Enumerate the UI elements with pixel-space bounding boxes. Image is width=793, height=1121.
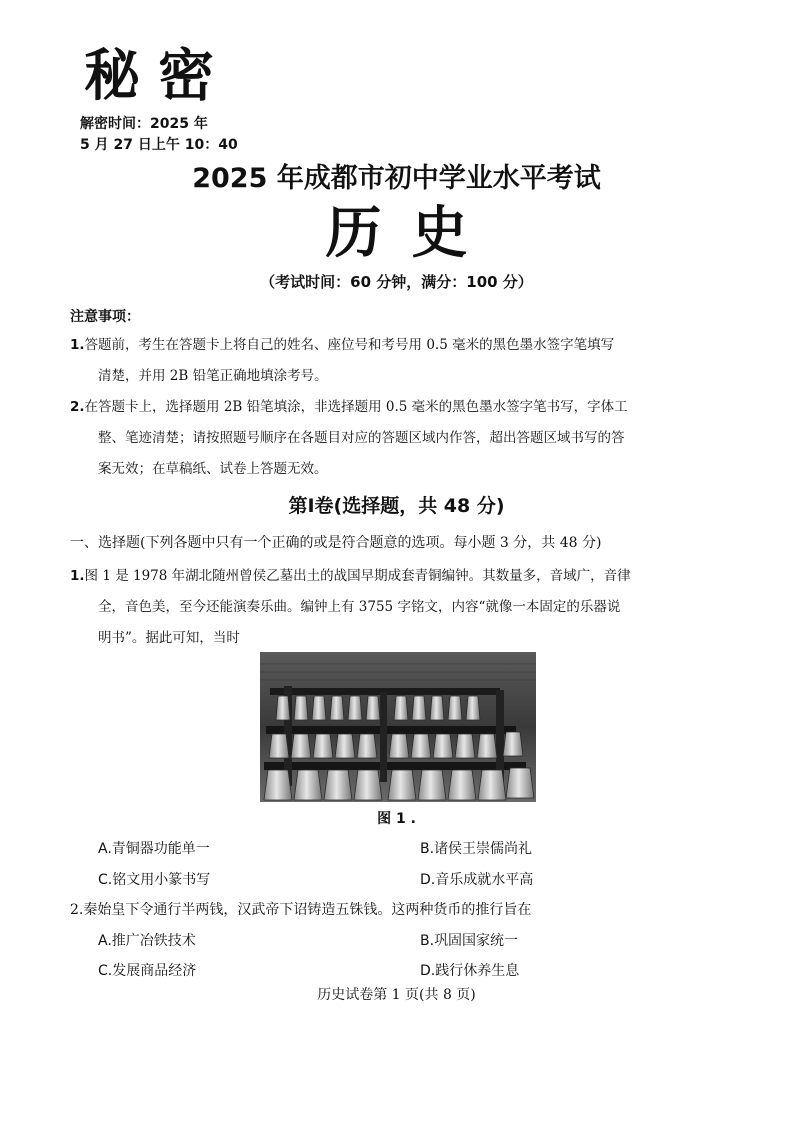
bronze-chime-bells-photo	[260, 652, 536, 802]
question-2	[70, 899, 531, 921]
note-item-2	[70, 392, 734, 485]
q2-option-c: C.发展商品经济	[98, 963, 197, 979]
question-1	[70, 561, 734, 654]
q1-option-c: C.铭文用小篆书写	[98, 872, 211, 888]
notes-heading: 注意事项：	[70, 309, 140, 325]
note-number: 1.	[70, 337, 85, 353]
page-footer: 历史试卷第 1 页(共 8 页)	[317, 987, 476, 1003]
question-text: 全，音色美，至今还能演奏乐曲。编钟上有 3755 字铭文，内容“就像一本固定的乐器说	[98, 599, 621, 615]
q2-option-d: D.践行休养生息	[420, 963, 520, 979]
note-text: 案无效；在草稿纸、试卷上答题无效。	[98, 461, 328, 477]
q1-option-d: D.音乐成就水平高	[420, 872, 534, 888]
question-text: 图 1 是 1978 年湖北随州曾侯乙墓出土的战国早期成套青铜编钟。其数量多，音域广，音律	[84, 568, 631, 584]
question-text: 明书”。据此可知，当时	[98, 630, 240, 646]
exam-info: （考试时间：60 分钟，满分：100 分）	[260, 273, 533, 291]
subject-title: 历史	[325, 200, 498, 266]
exam-title: 2025 年成都市初中学业水平考试	[192, 163, 601, 194]
question-number: 2.	[70, 902, 84, 918]
question-text: 秦始皇下令通行半两钱，汉武帝下诏铸造五铢钱。这两种货币的推行旨在	[83, 902, 532, 918]
section-title: 第Ⅰ卷(选择题，共 48 分)	[288, 495, 505, 517]
note-text: 在答题卡上，选择题用 2B 铅笔填涂，非选择题用 0.5 毫米的黑色墨水签字笔书写，字体工	[84, 399, 628, 415]
q2-option-a: A.推广冶铁技术	[98, 933, 196, 949]
q1-option-b: B.诸侯王崇儒尚礼	[420, 841, 533, 857]
declassification-time-line1: 解密时间：2025 年	[80, 116, 208, 132]
q2-option-b: B.巩固国家统一	[420, 933, 519, 949]
note-text: 整、笔迹清楚；请按照题号顺序在各题目对应的答题区域内作答，超出答题区域书写的答	[98, 430, 625, 446]
secret-mark: 秘密	[84, 43, 232, 109]
question-number: 1.	[70, 568, 85, 584]
note-text: 答题前，考生在答题卡上将自己的姓名、座位号和考号用 0.5 毫米的黑色墨水签字笔填写	[84, 337, 615, 353]
figure-caption: 图 1 .	[377, 811, 416, 827]
note-text: 清楚，并用 2B 铅笔正确地填涂考号。	[98, 368, 328, 384]
note-number: 2.	[70, 399, 85, 415]
part-heading: 一、选择题(下列各题中只有一个正确的或是符合题意的选项。每小题 3 分，共 48 分)	[70, 535, 602, 551]
note-item-1	[70, 330, 734, 392]
declassification-time-line2: 5 月 27 日上午 10：40	[80, 137, 238, 153]
q1-option-a: A.青铜器功能单一	[98, 841, 210, 857]
